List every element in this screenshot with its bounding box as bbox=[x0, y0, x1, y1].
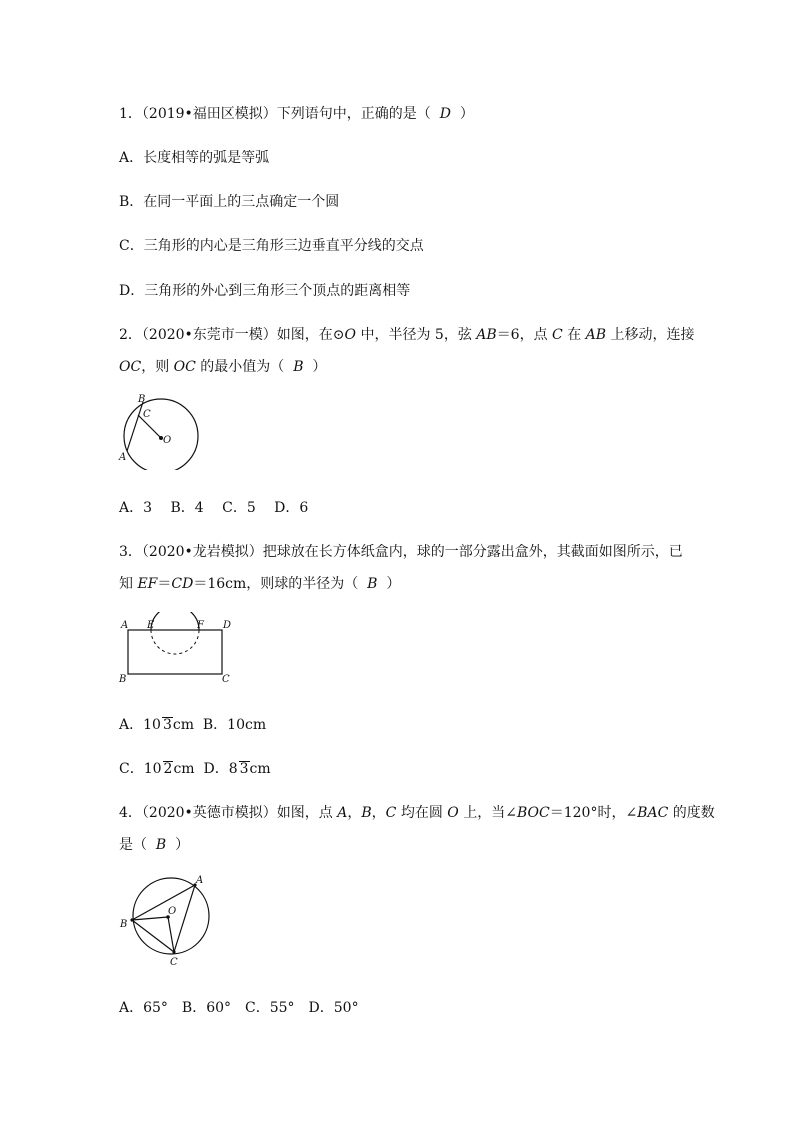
q2-circle-figure bbox=[118, 390, 208, 470]
q2-label-a: A bbox=[119, 452, 127, 463]
q3-opt-c-coef: C．10 bbox=[119, 761, 162, 777]
q2-text-6: ，则 bbox=[141, 359, 174, 375]
q3-options-line2 bbox=[119, 760, 271, 778]
q2-text-3: ＝6，点 bbox=[496, 327, 553, 343]
q2-answer: B bbox=[293, 359, 304, 375]
q3-options-line1 bbox=[119, 716, 266, 734]
q3-label-d: D bbox=[223, 620, 232, 631]
q3-box-figure bbox=[118, 612, 243, 687]
q3-text-2: ＝ bbox=[157, 576, 172, 592]
q4-text-1: 4．（2020•英德市模拟）如图，点 bbox=[119, 805, 338, 821]
q2-var-o: O bbox=[344, 327, 357, 343]
q3-label-e: E bbox=[147, 620, 155, 631]
q2-var-oc-2: OC bbox=[173, 359, 196, 375]
q3-stem-line2 bbox=[119, 575, 400, 593]
q1-option-c: C．三角形的内心是三角形三边垂直平分线的交点 bbox=[119, 238, 424, 254]
q4-var-boc: BOC bbox=[516, 805, 550, 821]
q2-stem-line2 bbox=[119, 358, 326, 376]
q3-label-b: B bbox=[119, 674, 127, 685]
q3-ball-arc-visible bbox=[151, 612, 199, 630]
q3-opt-a-unit: cm bbox=[172, 717, 194, 733]
q4-var-a: A bbox=[337, 805, 348, 821]
q2-stem-line1 bbox=[119, 326, 695, 344]
q4-var-b: B bbox=[361, 805, 372, 821]
q4-label-b: B bbox=[120, 919, 128, 930]
q4-var-o: O bbox=[447, 805, 459, 821]
q2-label-c: C bbox=[143, 409, 151, 420]
q1-option-d: D．三角形的外心到三角形三个顶点的距离相等 bbox=[119, 283, 411, 299]
q3-answer: B bbox=[367, 576, 378, 592]
q4-label-a: A bbox=[196, 875, 204, 886]
q3-opt-d-coef: D．8 bbox=[203, 761, 238, 777]
q2-options: A．3 B．4 C．5 D．6 bbox=[119, 500, 309, 516]
q4-stem-line2 bbox=[119, 836, 189, 854]
q4-var-c: C bbox=[385, 805, 397, 821]
q3-rectangle bbox=[128, 630, 222, 674]
q4-stem-line1 bbox=[119, 804, 715, 822]
q3-ball-arc-hidden bbox=[151, 630, 199, 654]
q4-options: A．65° B．60° C．55° D．50° bbox=[119, 1000, 359, 1016]
q4-point-c bbox=[172, 950, 175, 953]
q3-opt-a-coef: A．10 bbox=[119, 717, 161, 733]
q4-text-6: 是（ bbox=[119, 837, 147, 853]
q2-var-c: C bbox=[552, 327, 563, 343]
q2-text-1: 2．（2020•东莞市一模）如图，在⊙ bbox=[119, 327, 345, 343]
q3-opt-d-radicand: 3 bbox=[239, 761, 249, 777]
q2-text-7: 的最小值为（ bbox=[195, 359, 285, 375]
q2-stem-close: ） bbox=[312, 359, 327, 375]
q1-option-a: A．长度相等的弧是等弧 bbox=[119, 150, 270, 166]
q2-text-2: 中，半径为 5，弦 bbox=[356, 327, 477, 343]
q3-stem-close: ） bbox=[386, 576, 401, 592]
q4-text-3: 上，当∠ bbox=[458, 805, 517, 821]
q2-label-o: O bbox=[163, 435, 172, 446]
q4-label-o: O bbox=[168, 906, 177, 917]
q4-text-5: 的度数 bbox=[668, 805, 715, 821]
q3-opt-c-unit: cm bbox=[173, 761, 195, 777]
q2-text-4: 在 bbox=[562, 327, 586, 343]
q2-circle bbox=[124, 399, 198, 470]
q1-stem-close: ） bbox=[459, 106, 474, 122]
q4-label-c: C bbox=[170, 957, 178, 968]
q3-var-ef: EF bbox=[137, 576, 158, 592]
q3-stem-line1: 3．（2020•龙岩模拟）把球放在长方体纸盒内，球的一部分露出盒外，其截面如图所示，已 bbox=[119, 544, 683, 560]
q4-sep-2: ， bbox=[371, 805, 386, 821]
q4-text-2: 均在圆 bbox=[396, 805, 448, 821]
q3-text-3: ＝16cm，则球的半径为（ bbox=[193, 576, 359, 592]
q4-stem-close: ） bbox=[175, 837, 190, 853]
q2-label-b: B bbox=[138, 394, 146, 405]
q1-option-b: B．在同一平面上的三点确定一个圆 bbox=[119, 194, 340, 210]
q4-text-4: ＝120°时，∠ bbox=[549, 805, 638, 821]
q3-label-a: A bbox=[121, 620, 129, 631]
q1-answer: D bbox=[439, 106, 451, 122]
q3-var-cd: CD bbox=[171, 576, 194, 592]
q1-stem-text: 1．（2019•福田区模拟）下列语句中，正确的是（ bbox=[119, 106, 431, 122]
q3-label-c: C bbox=[222, 674, 230, 685]
q4-var-bac: BAC bbox=[637, 805, 669, 821]
q3-label-f: F bbox=[197, 620, 204, 631]
q4-sep-1: ， bbox=[347, 805, 362, 821]
q2-text-5: 上移动，连接 bbox=[606, 327, 695, 343]
q1-stem bbox=[119, 105, 474, 123]
q3-opt-d-unit: cm bbox=[249, 761, 271, 777]
q3-opt-a-radicand: 3 bbox=[162, 717, 172, 733]
q3-opt-b: B．10cm bbox=[202, 717, 267, 733]
q2-var-ab-2: AB bbox=[585, 327, 607, 343]
q4-point-b bbox=[130, 918, 133, 921]
q3-opt-c-radicand: 2 bbox=[163, 761, 173, 777]
q4-radius-oc bbox=[168, 917, 174, 952]
q4-answer: B bbox=[155, 837, 167, 853]
q2-var-ab: AB bbox=[476, 327, 497, 343]
q2-var-oc: OC bbox=[119, 359, 142, 375]
q4-circle-figure bbox=[118, 872, 218, 972]
q3-text-1: 知 bbox=[119, 576, 138, 592]
